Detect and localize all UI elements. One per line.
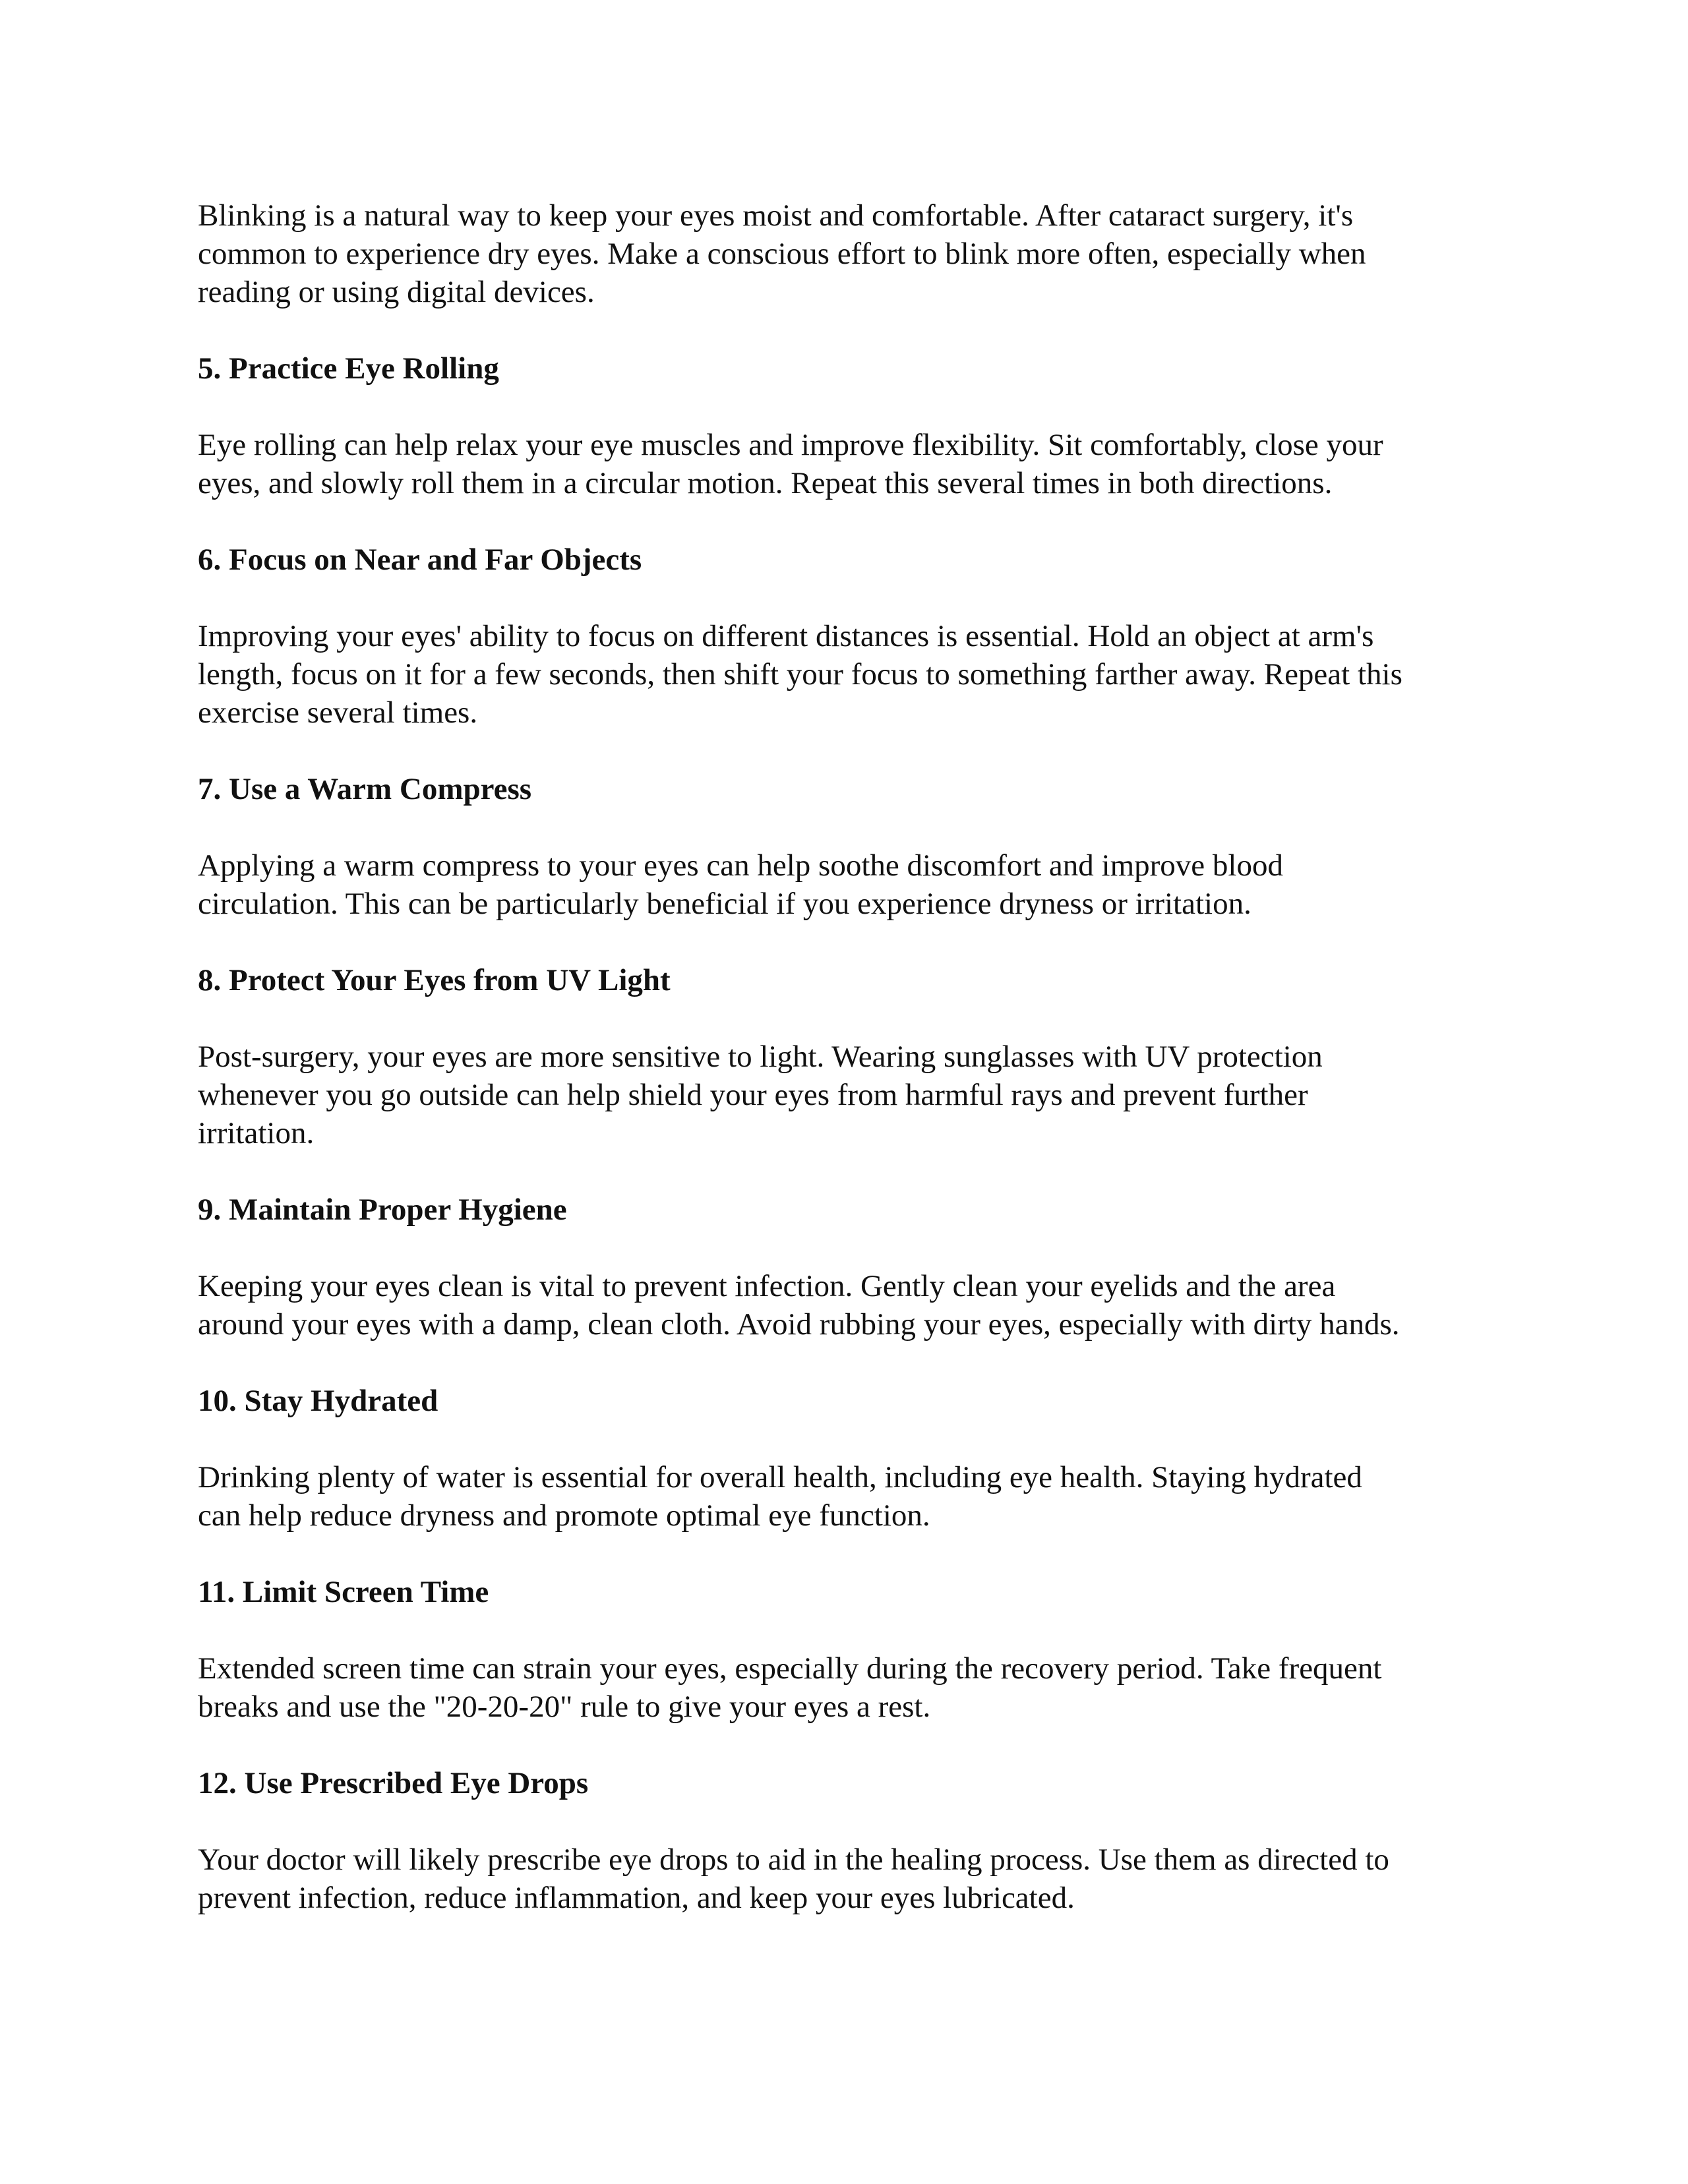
section-heading-11: 11. Limit Screen Time — [198, 1575, 489, 1609]
intro-paragraph: Blinking is a natural way to keep your eyes moist and comfortable. After cataract surgery, it's common to experience dry eyes. Make a conscious effort to blink more often, especially when reading or using digital devices. — [198, 198, 1366, 309]
section-body-5: Eye rolling can help relax your eye muscles and improve flexibility. Sit comfortably, close your eyes, and slowly roll them in a circular motion. Repeat this several times in both directions. — [198, 428, 1383, 500]
section-heading-9: 9. Maintain Proper Hygiene — [198, 1193, 567, 1227]
section-body-9: Keeping your eyes clean is vital to prevent infection. Gently clean your eyelids and the area around your eyes with a damp, clean cloth. Avoid rubbing your eyes, especially with dirty hands. — [198, 1269, 1400, 1342]
section-body-8: Post-surgery, your eyes are more sensitive to light. Wearing sunglasses with UV protection whenever you go outside can help shield your eyes from harmful rays and prevent further irritation. — [198, 1040, 1323, 1150]
section-body-7: Applying a warm compress to your eyes can help soothe discomfort and improve blood circulation. This can be particularly beneficial if you experience dryness or irritation. — [198, 848, 1283, 921]
section-heading-8: 8. Protect Your Eyes from UV Light — [198, 963, 671, 997]
section-heading-7: 7. Use a Warm Compress — [198, 772, 532, 806]
section-body-11: Extended screen time can strain your eyes, especially during the recovery period. Take frequent breaks and use the "20-20-20" rule to give your eyes a rest. — [198, 1651, 1382, 1724]
section-heading-10: 10. Stay Hydrated — [198, 1384, 438, 1418]
section-heading-12: 12. Use Prescribed Eye Drops — [198, 1766, 589, 1800]
section-body-6: Improving your eyes' ability to focus on different distances is essential. Hold an object at arm's length, focus on it for a few seconds, then shift your focus to something farther away. Repeat this exercise several times. — [198, 619, 1402, 730]
section-heading-6: 6. Focus on Near and Far Objects — [198, 543, 642, 577]
section-body-10: Drinking plenty of water is essential for overall health, including eye health. Staying hydrated can help reduce dryness and promote optimal eye function. — [198, 1460, 1362, 1533]
section-heading-5: 5. Practice Eye Rolling — [198, 351, 499, 386]
section-body-12: Your doctor will likely prescribe eye drops to aid in the healing process. Use them as directed to prevent infection, reduce inflammation, and keep your eyes lubricated. — [198, 1843, 1389, 1915]
